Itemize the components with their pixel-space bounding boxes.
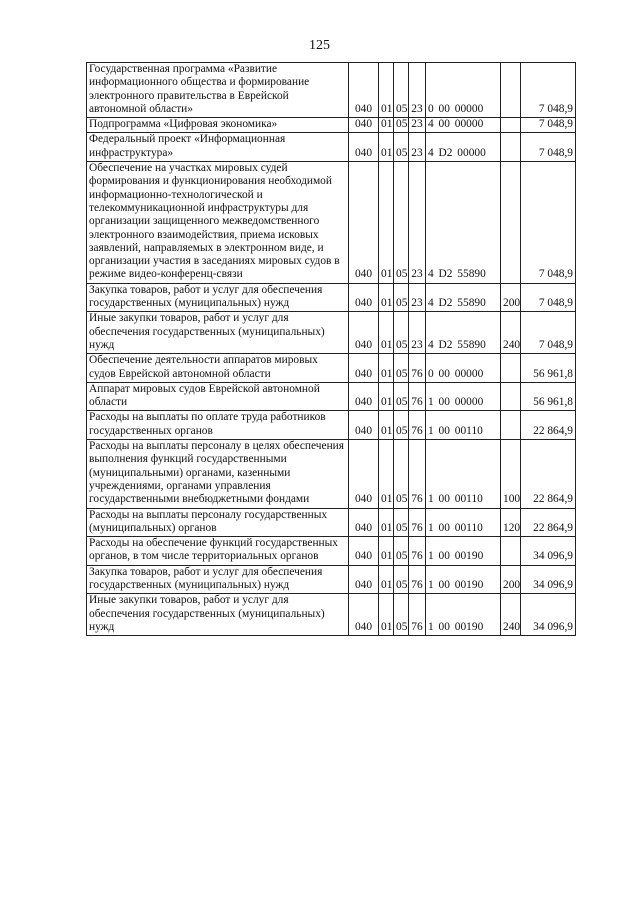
program-code: 76 [409, 411, 426, 440]
amount-value: 56 961,8 [521, 382, 576, 411]
subsection-code: 05 [394, 382, 409, 411]
subsection-code: 05 [394, 312, 409, 354]
section-code: 01 [379, 411, 394, 440]
row-description: Подпрограмма «Цифровая экономика» [87, 118, 349, 133]
ministry-code: 040 [349, 312, 379, 354]
expense-type-code: 240 [501, 594, 521, 636]
subsection-code: 05 [394, 283, 409, 312]
target-article-code: 1 00 00110 [426, 440, 501, 508]
section-code: 01 [379, 63, 394, 118]
amount-value: 34 096,9 [521, 594, 576, 636]
expense-type-code [501, 162, 521, 284]
ministry-code: 040 [349, 133, 379, 162]
row-description: Обеспечение на участках мировых судей формирования и функционирования необходимой информационно-технологической и телекоммуникационной инфраструктуры для организации защищенного межведомственного электронного взаимодействия, приема исковых заявлений, направляемых в электронном виде, и организации участия в заседаниях мировых судов в режиме видео-конференц-связи [87, 162, 349, 284]
program-code: 76 [409, 565, 426, 594]
target-article-code: 0 00 00000 [426, 63, 501, 118]
expense-type-code [501, 133, 521, 162]
expense-type-code [501, 118, 521, 133]
section-code: 01 [379, 118, 394, 133]
table-row [87, 312, 576, 354]
section-code: 01 [379, 440, 394, 508]
ministry-code: 040 [349, 537, 379, 566]
expense-type-code [501, 411, 521, 440]
row-description: Расходы на выплаты персоналу государственных (муниципальных) органов [87, 508, 349, 537]
table-row [87, 565, 576, 594]
program-code: 23 [409, 63, 426, 118]
subsection-code: 05 [394, 354, 409, 383]
program-code: 23 [409, 312, 426, 354]
section-code: 01 [379, 382, 394, 411]
row-description: Расходы на выплаты по оплате труда работников государственных органов [87, 411, 349, 440]
ministry-code: 040 [349, 594, 379, 636]
program-code: 76 [409, 594, 426, 636]
ministry-code: 040 [349, 354, 379, 383]
row-description: Обеспечение деятельности аппаратов мировых судов Еврейской автономной области [87, 354, 349, 383]
program-code: 23 [409, 118, 426, 133]
page-number: 125 [309, 38, 330, 53]
table-row [87, 162, 576, 284]
section-code: 01 [379, 508, 394, 537]
row-description: Иные закупки товаров, работ и услуг для обеспечения государственных (муниципальных) нужд [87, 594, 349, 636]
table-row [87, 382, 576, 411]
section-code: 01 [379, 537, 394, 566]
amount-value: 7 048,9 [521, 118, 576, 133]
target-article-code: 1 00 00000 [426, 382, 501, 411]
table-row [87, 118, 576, 133]
table-body [87, 63, 576, 636]
amount-value: 22 864,9 [521, 411, 576, 440]
expense-type-code [501, 537, 521, 566]
section-code: 01 [379, 565, 394, 594]
amount-value: 7 048,9 [521, 63, 576, 118]
ministry-code: 040 [349, 411, 379, 440]
expense-type-code [501, 63, 521, 118]
ministry-code: 040 [349, 508, 379, 537]
target-article-code: 1 00 00110 [426, 411, 501, 440]
program-code: 23 [409, 162, 426, 284]
row-description: Закупка товаров, работ и услуг для обеспечения государственных (муниципальных) нужд [87, 565, 349, 594]
row-description: Государственная программа «Развитие информационного общества и формирование электронного правительства в Еврейской автономной области» [87, 63, 349, 118]
row-description: Закупка товаров, работ и услуг для обеспечения государственных (муниципальных) нужд [87, 283, 349, 312]
ministry-code: 040 [349, 283, 379, 312]
amount-value: 34 096,9 [521, 565, 576, 594]
section-code: 01 [379, 133, 394, 162]
subsection-code: 05 [394, 508, 409, 537]
table-row [87, 133, 576, 162]
expense-type-code [501, 354, 521, 383]
ministry-code: 040 [349, 162, 379, 284]
table-row [87, 283, 576, 312]
target-article-code: 4 D2 55890 [426, 283, 501, 312]
program-code: 76 [409, 537, 426, 566]
amount-value: 7 048,9 [521, 162, 576, 284]
target-article-code: 4 D2 55890 [426, 162, 501, 284]
row-description: Расходы на обеспечение функций государственных органов, в том числе территориальных органов [87, 537, 349, 566]
target-article-code: 1 00 00190 [426, 565, 501, 594]
expense-type-code: 200 [501, 565, 521, 594]
section-code: 01 [379, 312, 394, 354]
subsection-code: 05 [394, 162, 409, 284]
section-code: 01 [379, 594, 394, 636]
amount-value: 34 096,9 [521, 537, 576, 566]
section-code: 01 [379, 283, 394, 312]
target-article-code: 1 00 00190 [426, 537, 501, 566]
subsection-code: 05 [394, 118, 409, 133]
amount-value: 56 961,8 [521, 354, 576, 383]
program-code: 23 [409, 283, 426, 312]
expense-type-code: 200 [501, 283, 521, 312]
budget-table [86, 62, 576, 636]
table-row [87, 354, 576, 383]
program-code: 76 [409, 354, 426, 383]
ministry-code: 040 [349, 118, 379, 133]
ministry-code: 040 [349, 440, 379, 508]
ministry-code: 040 [349, 63, 379, 118]
table-row [87, 440, 576, 508]
expense-type-code: 120 [501, 508, 521, 537]
target-article-code: 1 00 00190 [426, 594, 501, 636]
amount-value: 7 048,9 [521, 312, 576, 354]
expense-type-code: 100 [501, 440, 521, 508]
section-code: 01 [379, 162, 394, 284]
ministry-code: 040 [349, 565, 379, 594]
amount-value: 7 048,9 [521, 133, 576, 162]
target-article-code: 4 00 00000 [426, 118, 501, 133]
program-code: 76 [409, 440, 426, 508]
table-row [87, 411, 576, 440]
row-description: Аппарат мировых судов Еврейской автономной области [87, 382, 349, 411]
program-code: 76 [409, 382, 426, 411]
subsection-code: 05 [394, 63, 409, 118]
subsection-code: 05 [394, 537, 409, 566]
table-row [87, 63, 576, 118]
target-article-code: 1 00 00110 [426, 508, 501, 537]
expense-type-code [501, 382, 521, 411]
subsection-code: 05 [394, 440, 409, 508]
ministry-code: 040 [349, 382, 379, 411]
target-article-code: 4 D2 55890 [426, 312, 501, 354]
program-code: 76 [409, 508, 426, 537]
amount-value: 22 864,9 [521, 508, 576, 537]
target-article-code: 0 00 00000 [426, 354, 501, 383]
subsection-code: 05 [394, 133, 409, 162]
amount-value: 7 048,9 [521, 283, 576, 312]
amount-value: 22 864,9 [521, 440, 576, 508]
expense-type-code: 240 [501, 312, 521, 354]
table-row [87, 537, 576, 566]
table-row [87, 508, 576, 537]
row-description: Иные закупки товаров, работ и услуг для обеспечения государственных (муниципальных) нужд [87, 312, 349, 354]
row-description: Расходы на выплаты персоналу в целях обеспечения выполнения функций государственными (муниципальными) органами, казенными учреждениями, органами управления государственными внебюджетными фондами [87, 440, 349, 508]
program-code: 23 [409, 133, 426, 162]
subsection-code: 05 [394, 411, 409, 440]
target-article-code: 4 D2 00000 [426, 133, 501, 162]
subsection-code: 05 [394, 594, 409, 636]
row-description: Федеральный проект «Информационная инфраструктура» [87, 133, 349, 162]
table-row [87, 594, 576, 636]
section-code: 01 [379, 354, 394, 383]
subsection-code: 05 [394, 565, 409, 594]
